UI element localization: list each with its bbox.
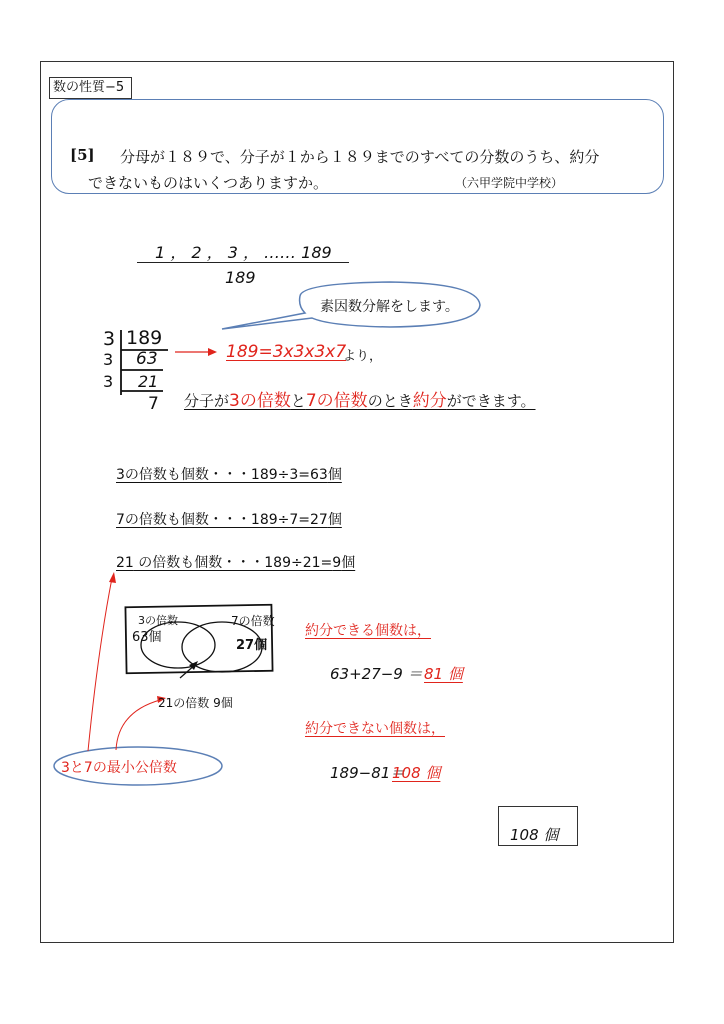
count-7-unit: 個 bbox=[327, 512, 342, 528]
divisor-3: 3 bbox=[103, 372, 114, 391]
venn-overlap-label: 21の倍数 9個 bbox=[158, 696, 233, 710]
question-line-2: できないものはいくつありますか。 bbox=[88, 174, 329, 192]
dividend-1: 189 bbox=[126, 327, 163, 349]
divisor-1: 3 bbox=[103, 328, 116, 350]
count-3-unit: 個 bbox=[327, 467, 342, 483]
condition-part-2: 3の倍数 bbox=[229, 391, 291, 411]
reducible-expression: 63+27−9 ＝ bbox=[330, 665, 423, 683]
reducible-heading: 約分できる個数は， bbox=[305, 623, 431, 639]
irreducible-heading: 約分できない個数は， bbox=[305, 721, 445, 737]
answer-value: 108 個 bbox=[510, 826, 559, 844]
venn-right-label: 7の倍数 bbox=[231, 614, 275, 628]
count-21-unit: 個 bbox=[341, 555, 356, 571]
venn-left-label: 3の倍数 bbox=[138, 614, 178, 627]
count-3-value: 63 bbox=[310, 467, 328, 483]
lcm-note: 3と7の最小公倍数 bbox=[61, 760, 177, 776]
dividend-3: 21 bbox=[138, 372, 159, 391]
question-line-1: 分母が１８９で、分子が１から１８９までのすべての分数のうち、約分 bbox=[120, 148, 600, 166]
count-3-label: 3の倍数も個数・・・189÷3= bbox=[116, 467, 310, 483]
count-21-label-num: 21 bbox=[116, 555, 134, 571]
condition-part-7: ができます。 bbox=[446, 392, 536, 410]
condition-part-6: 約分 bbox=[412, 391, 447, 411]
divisor-2: 3 bbox=[103, 350, 114, 369]
remainder: 7 bbox=[148, 394, 159, 414]
bubble-text: 素因数分解をします。 bbox=[320, 299, 459, 315]
factorization-formula: 189=3x3x3x7 bbox=[226, 342, 347, 362]
irreducible-value: 108 個 bbox=[392, 764, 441, 782]
condition-part-5: のとき bbox=[367, 392, 413, 410]
condition-part-1: 分子が bbox=[184, 392, 230, 410]
venn-right-count: 27個 bbox=[236, 638, 268, 653]
factorization-suffix: より， bbox=[343, 349, 383, 364]
count-21-value: 9 bbox=[332, 555, 342, 571]
question-number: [5] bbox=[70, 146, 95, 164]
fraction-numerator: 1 ， 2 ， 3 ， …… 189 bbox=[155, 243, 332, 262]
count-7-value: 27 bbox=[310, 512, 328, 528]
count-21-label: の倍数も個数・・・189÷21= bbox=[133, 555, 333, 571]
question-source: （六甲学院中学校） bbox=[455, 176, 564, 190]
dividend-2: 63 bbox=[136, 349, 158, 369]
fraction-denominator: 189 bbox=[225, 268, 256, 287]
irreducible-expression: 189−81＝ bbox=[330, 764, 406, 782]
condition-part-3: と bbox=[290, 392, 306, 410]
condition-part-4: 7の倍数 bbox=[305, 391, 368, 411]
section-tab-title: 数の性質−5 bbox=[49, 77, 132, 99]
count-7-label: 7の倍数も個数・・・189÷7= bbox=[116, 512, 310, 528]
venn-left-count: 63個 bbox=[132, 630, 162, 645]
reducible-value: 81 個 bbox=[424, 665, 463, 683]
